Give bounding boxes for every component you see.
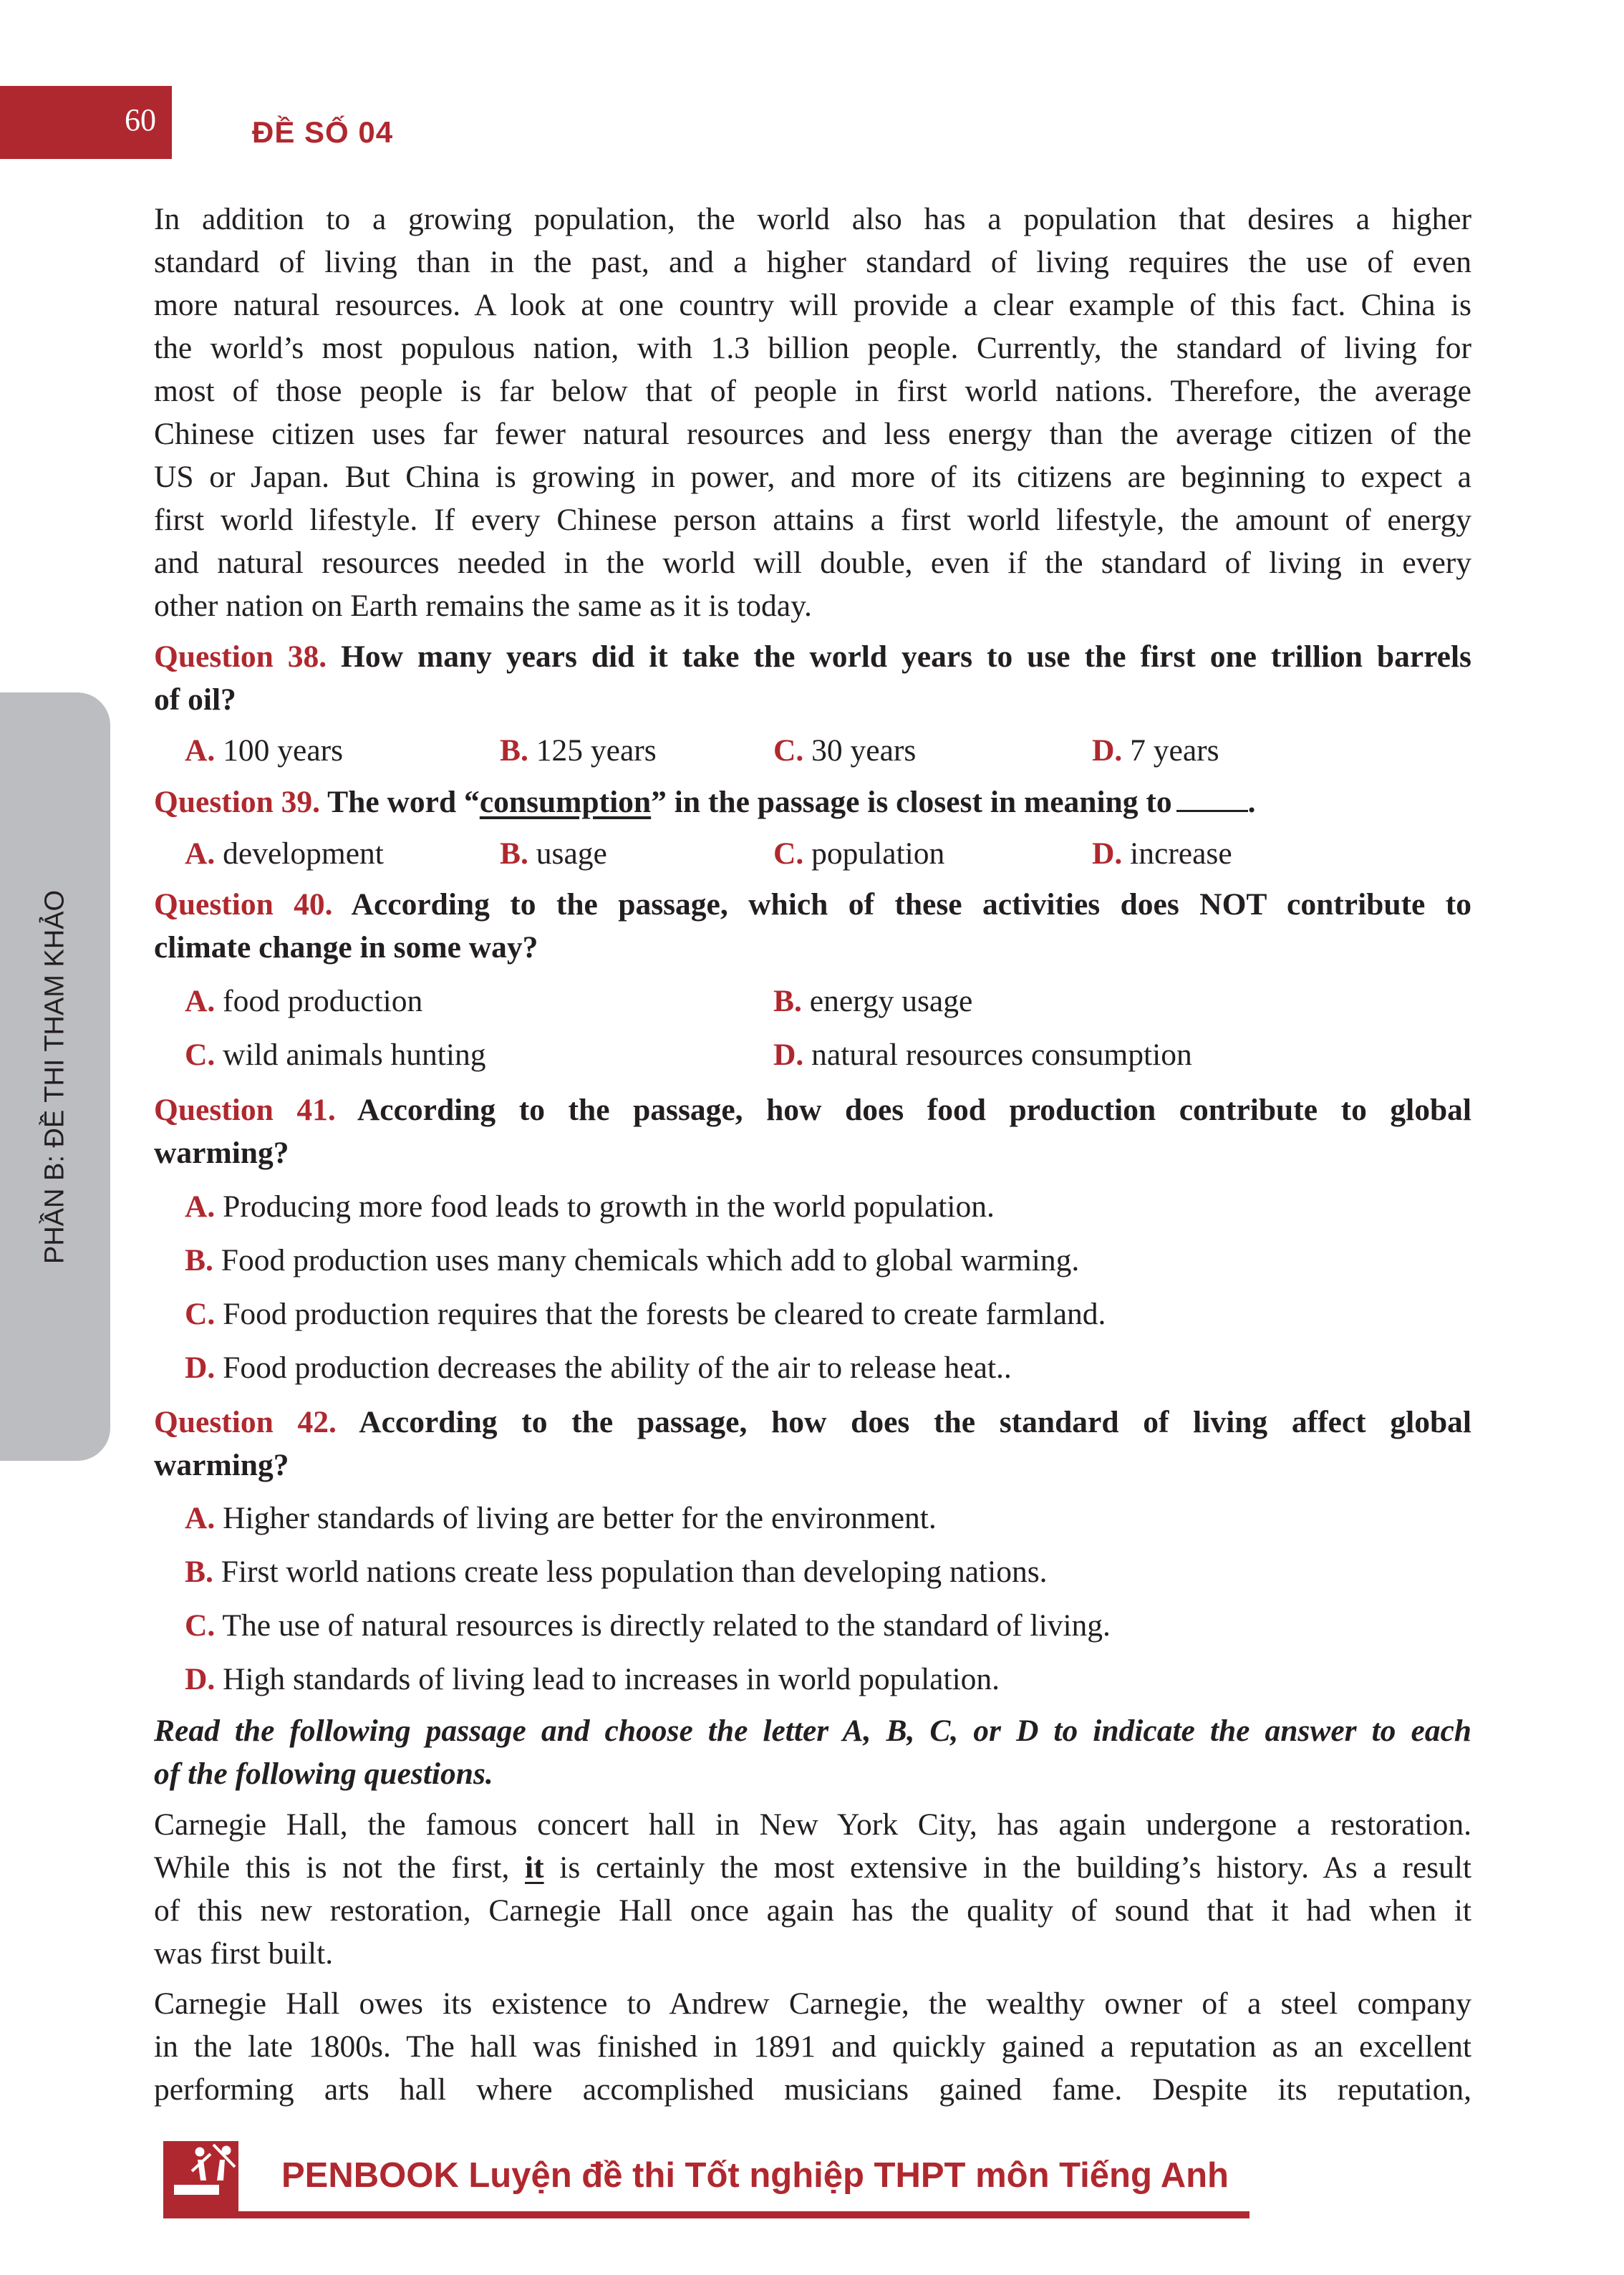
question-text: According to the passage, how does food production contribute to global	[357, 1093, 1471, 1127]
option-b[interactable]	[185, 1553, 1048, 1590]
option-letter: B.	[773, 984, 802, 1018]
passage-line: and natural resources needed in the world will double, even if the standard of living in every	[154, 546, 1471, 580]
option-c[interactable]	[185, 1295, 1106, 1333]
option-c[interactable]	[773, 835, 944, 872]
question-text: The word “	[327, 785, 480, 819]
option-a[interactable]	[185, 1499, 937, 1537]
option-text: Food production decreases the ability of the air to release heat..	[223, 1351, 1012, 1385]
passage-text: is certainly the most extensive in the building’s history. As a result	[543, 1850, 1471, 1885]
question-number: Question 42.	[154, 1405, 337, 1439]
question-text: .	[1247, 785, 1256, 819]
option-text: population	[811, 836, 945, 871]
option-text: Food production requires that the forests be cleared to create farmland.	[223, 1297, 1106, 1331]
option-d[interactable]	[773, 1036, 1192, 1073]
option-d[interactable]	[1092, 835, 1232, 872]
answer-blank	[1176, 786, 1248, 812]
option-letter: D.	[773, 1038, 804, 1072]
option-text: development	[223, 836, 384, 871]
question-stem-cont: climate change in some way?	[154, 930, 538, 965]
option-letter: C.	[185, 1608, 216, 1643]
option-letter: B.	[185, 1243, 213, 1277]
passage-line: of this new restoration, Carnegie Hall once again has the quality of sound that it had when it	[154, 1893, 1471, 1928]
option-a[interactable]	[185, 982, 422, 1020]
option-letter: D.	[1092, 733, 1123, 768]
option-letter: B.	[500, 836, 528, 871]
question-number: Question 39.	[154, 785, 321, 819]
question-text: According to the passage, which of these activities does NOT contribute to	[351, 887, 1471, 922]
question-stem	[154, 783, 1471, 821]
question-stem-cont: warming?	[154, 1448, 289, 1482]
passage-line: Carnegie Hall, the famous concert hall in New York City, has again undergone a restoration.	[154, 1807, 1471, 1842]
option-letter: A.	[185, 836, 216, 871]
question-number: Question 38.	[154, 639, 327, 674]
option-letter: C.	[185, 1038, 216, 1072]
option-text: First world nations create less population than developing nations.	[221, 1555, 1048, 1589]
passage-line: In addition to a growing population, the world also has a population that desires a higher	[154, 202, 1471, 236]
section-side-tab-label: PHẦN B: ĐỀ THI THAM KHẢO	[39, 889, 70, 1264]
passage-line: performing arts hall where accomplished musicians gained fame. Despite its reputation,	[154, 2072, 1471, 2107]
option-text: usage	[536, 836, 607, 871]
option-d[interactable]	[1092, 732, 1219, 769]
passage-line: US or Japan. But China is growing in power, and more of its citizens are beginning to expect a	[154, 460, 1471, 494]
option-letter: D.	[185, 1351, 216, 1385]
option-text: energy usage	[809, 984, 973, 1018]
question-stem	[154, 1404, 1471, 1441]
passage-line: standard of living than in the past, and a higher standard of living requires the use of even	[154, 245, 1471, 279]
option-letter: B.	[500, 733, 528, 768]
question-text: ” in the passage is closest in meaning to	[651, 785, 1172, 819]
instruction-line: Read the following passage and choose the letter A, B, C, or D to indicate the answer to each	[154, 1714, 1471, 1748]
question-number: Question 41.	[154, 1093, 336, 1127]
option-text: Producing more food leads to growth in the world population.	[223, 1189, 995, 1224]
question-number: Question 40.	[154, 887, 333, 922]
option-letter: C.	[773, 733, 804, 768]
option-letter: C.	[773, 836, 804, 871]
section-side-tab	[0, 692, 110, 1461]
option-text: 125 years	[536, 733, 657, 768]
page-number: 60	[125, 102, 156, 137]
passage-line: the world’s most populous nation, with 1.3 billion people. Currently, the standard of living for	[154, 331, 1471, 365]
option-letter: D.	[185, 1662, 216, 1696]
passage-line	[154, 1849, 1471, 1886]
option-letter: A.	[185, 733, 216, 768]
option-text: Food production uses many chemicals which add to global warming.	[221, 1243, 1080, 1277]
option-letter: D.	[1092, 836, 1123, 871]
passage-line: Chinese citizen uses far fewer natural resources and less energy than the average citizen of the	[154, 417, 1471, 451]
footer-book-title: PENBOOK Luyện đề thi Tốt nghiệp THPT môn Tiếng Anh	[281, 2156, 1229, 2195]
option-text: 30 years	[811, 733, 917, 768]
footer-rule	[163, 2211, 1250, 2218]
option-text: 100 years	[223, 733, 344, 768]
option-letter: A.	[185, 1189, 216, 1224]
question-stem-cont: of oil?	[154, 682, 236, 717]
penbook-people-logo-icon	[163, 2141, 238, 2218]
exam-title: ĐỀ SỐ 04	[252, 115, 394, 149]
option-text: The use of natural resources is directly related to the standard of living.	[222, 1608, 1111, 1643]
option-b[interactable]	[185, 1242, 1079, 1279]
option-c[interactable]	[773, 732, 916, 769]
passage-line: in the late 1800s. The hall was finished in 1891 and quickly gained a reputation as an excellent	[154, 2029, 1471, 2064]
passage-text: While this is not the first,	[154, 1850, 526, 1885]
option-c[interactable]	[185, 1607, 1111, 1644]
option-letter: C.	[185, 1297, 216, 1331]
option-text: 7 years	[1130, 733, 1219, 768]
option-letter: A.	[185, 1501, 216, 1535]
option-b[interactable]	[500, 835, 607, 872]
option-b[interactable]	[500, 732, 657, 769]
question-text: According to the passage, how does the standard of living affect global	[359, 1405, 1471, 1439]
passage-line: first world lifestyle. If every Chinese person attains a first world lifestyle, the amount of energy	[154, 503, 1471, 537]
question-stem	[154, 886, 1471, 923]
option-d[interactable]	[185, 1349, 1012, 1386]
passage-line: other nation on Earth remains the same as it is today.	[154, 589, 812, 623]
option-text: High standards of living lead to increases in world population.	[223, 1662, 1000, 1696]
option-c[interactable]	[185, 1036, 485, 1073]
underlined-reference-word: it	[525, 1850, 544, 1885]
option-text: natural resources consumption	[811, 1038, 1192, 1072]
option-text: increase	[1130, 836, 1232, 871]
passage-line: Carnegie Hall owes its existence to Andrew Carnegie, the wealthy owner of a steel company	[154, 1986, 1471, 2021]
passage-line: more natural resources. A look at one country will provide a clear example of this fact. China is	[154, 288, 1471, 322]
passage-line: was first built.	[154, 1936, 334, 1971]
option-letter: B.	[185, 1555, 213, 1589]
option-letter: A.	[185, 984, 216, 1018]
question-stem	[154, 638, 1471, 675]
question-stem-cont: warming?	[154, 1136, 289, 1170]
option-a[interactable]	[185, 835, 384, 872]
page-number-box	[0, 86, 172, 159]
option-a[interactable]	[185, 732, 343, 769]
option-b[interactable]	[773, 982, 972, 1020]
passage-line: most of those people is far below that of people in first world nations. Therefore, the average	[154, 374, 1471, 408]
option-a[interactable]	[185, 1188, 995, 1225]
question-text: How many years did it take the world years to use the first one trillion barrels	[341, 639, 1471, 674]
option-text: wild animals hunting	[223, 1038, 486, 1072]
instruction-line: of the following questions.	[154, 1757, 493, 1791]
question-stem	[154, 1091, 1471, 1129]
option-text: Higher standards of living are better for the environment.	[223, 1501, 937, 1535]
option-text: food production	[223, 984, 423, 1018]
underlined-word: consumption	[479, 785, 652, 819]
option-d[interactable]	[185, 1661, 1000, 1698]
